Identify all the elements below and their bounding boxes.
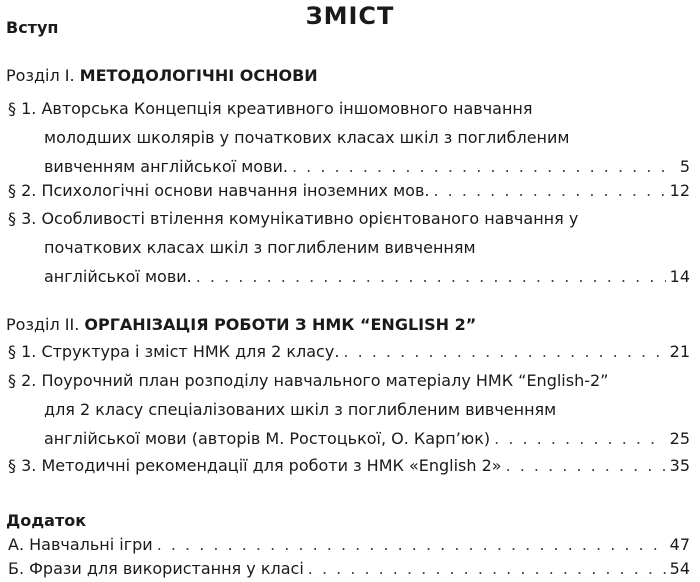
- toc-entry-line: § 3. Особливості втілення комунікативно орієнтованого навчання у: [8, 209, 579, 228]
- page-number: 54: [669, 559, 690, 578]
- toc-entry-text: § 3. Методичні рекомендації для роботи з НМК «English 2»: [8, 456, 502, 475]
- page-number: 35: [669, 456, 690, 475]
- dot-leader: [343, 337, 665, 366]
- page-number: 5: [679, 157, 690, 176]
- toc-entry-2-1[interactable]: [8, 337, 690, 366]
- section-heading-2-title: ОРГАНІЗАЦІЯ РОБОТИ З НМК “ENGLISH 2”: [84, 315, 477, 334]
- page-number: 21: [669, 342, 690, 361]
- page-number: 14: [669, 267, 690, 286]
- page-title: ЗМІСТ: [305, 2, 395, 30]
- dot-leader: [494, 424, 665, 453]
- toc-entry-2-2[interactable]: [8, 366, 690, 453]
- toc-entry-line: молодших школярів у початкових класах шкіл з поглибленим: [44, 128, 570, 147]
- section-heading-1-prefix: Розділ І.: [6, 66, 75, 85]
- page-number: 47: [669, 535, 690, 554]
- toc-entry-last-line: [8, 530, 690, 559]
- toc-entry-last-line: [8, 556, 690, 582]
- toc-entry-text: § 1. Структура і зміст НМК для 2 класу.: [8, 342, 340, 361]
- toc-entry-line: для 2 класу спеціалізованих шкіл з поглибленим вивченням: [44, 400, 557, 419]
- appendix-heading[interactable]: Додаток: [6, 511, 87, 530]
- toc-entry-line: початкових класах шкіл з поглибленим вивченням: [44, 238, 476, 257]
- toc-entry-last-line: [8, 424, 690, 453]
- toc-entry-last-line: [8, 451, 690, 480]
- toc-item-intro[interactable]: Вступ: [6, 18, 59, 37]
- toc-entry-1-3[interactable]: [8, 204, 690, 291]
- dot-leader: [196, 262, 666, 291]
- page-number: 25: [669, 429, 690, 448]
- toc-entry-last-line: [8, 262, 690, 291]
- toc-entry-line: § 2. Поурочний план розподілу навчального матеріалу НМК “English-2”: [8, 371, 609, 390]
- toc-entry-1-1[interactable]: [8, 94, 690, 181]
- toc-entry-1-2[interactable]: [8, 176, 690, 205]
- toc-entry-text: Б. Фрази для використання у класі: [8, 559, 304, 578]
- dot-leader: [433, 176, 665, 205]
- section-heading-1[interactable]: [6, 66, 318, 85]
- section-heading-1-title: МЕТОДОЛОГІЧНІ ОСНОВИ: [79, 66, 318, 85]
- dot-leader: [157, 530, 666, 559]
- toc-entry-appendix-b[interactable]: [8, 556, 690, 582]
- toc-entry-appendix-a[interactable]: [8, 530, 690, 559]
- section-heading-2[interactable]: [6, 315, 476, 334]
- page-number: 12: [669, 181, 690, 200]
- section-heading-2-prefix: Розділ ІІ.: [6, 315, 80, 334]
- toc-entry-text: § 2. Психологічні основи навчання іноземних мов.: [8, 181, 430, 200]
- toc-entry-text: А. Навчальні ігри: [8, 535, 153, 554]
- toc-entry-2-3[interactable]: [8, 451, 690, 480]
- toc-entry-text: англійської мови (авторів М. Ростоцької, О. Карп’юк): [44, 429, 491, 448]
- toc-entry-last-line: [8, 176, 690, 205]
- dot-leader: [308, 556, 666, 582]
- toc-entry-line: § 1. Авторська Концепція креативного іншомовного навчання: [8, 99, 533, 118]
- dot-leader: [506, 451, 666, 480]
- toc-entry-text: вивченням англійської мови.: [44, 157, 288, 176]
- toc-entry-text: англійської мови.: [44, 267, 192, 286]
- toc-entry-last-line: [8, 337, 690, 366]
